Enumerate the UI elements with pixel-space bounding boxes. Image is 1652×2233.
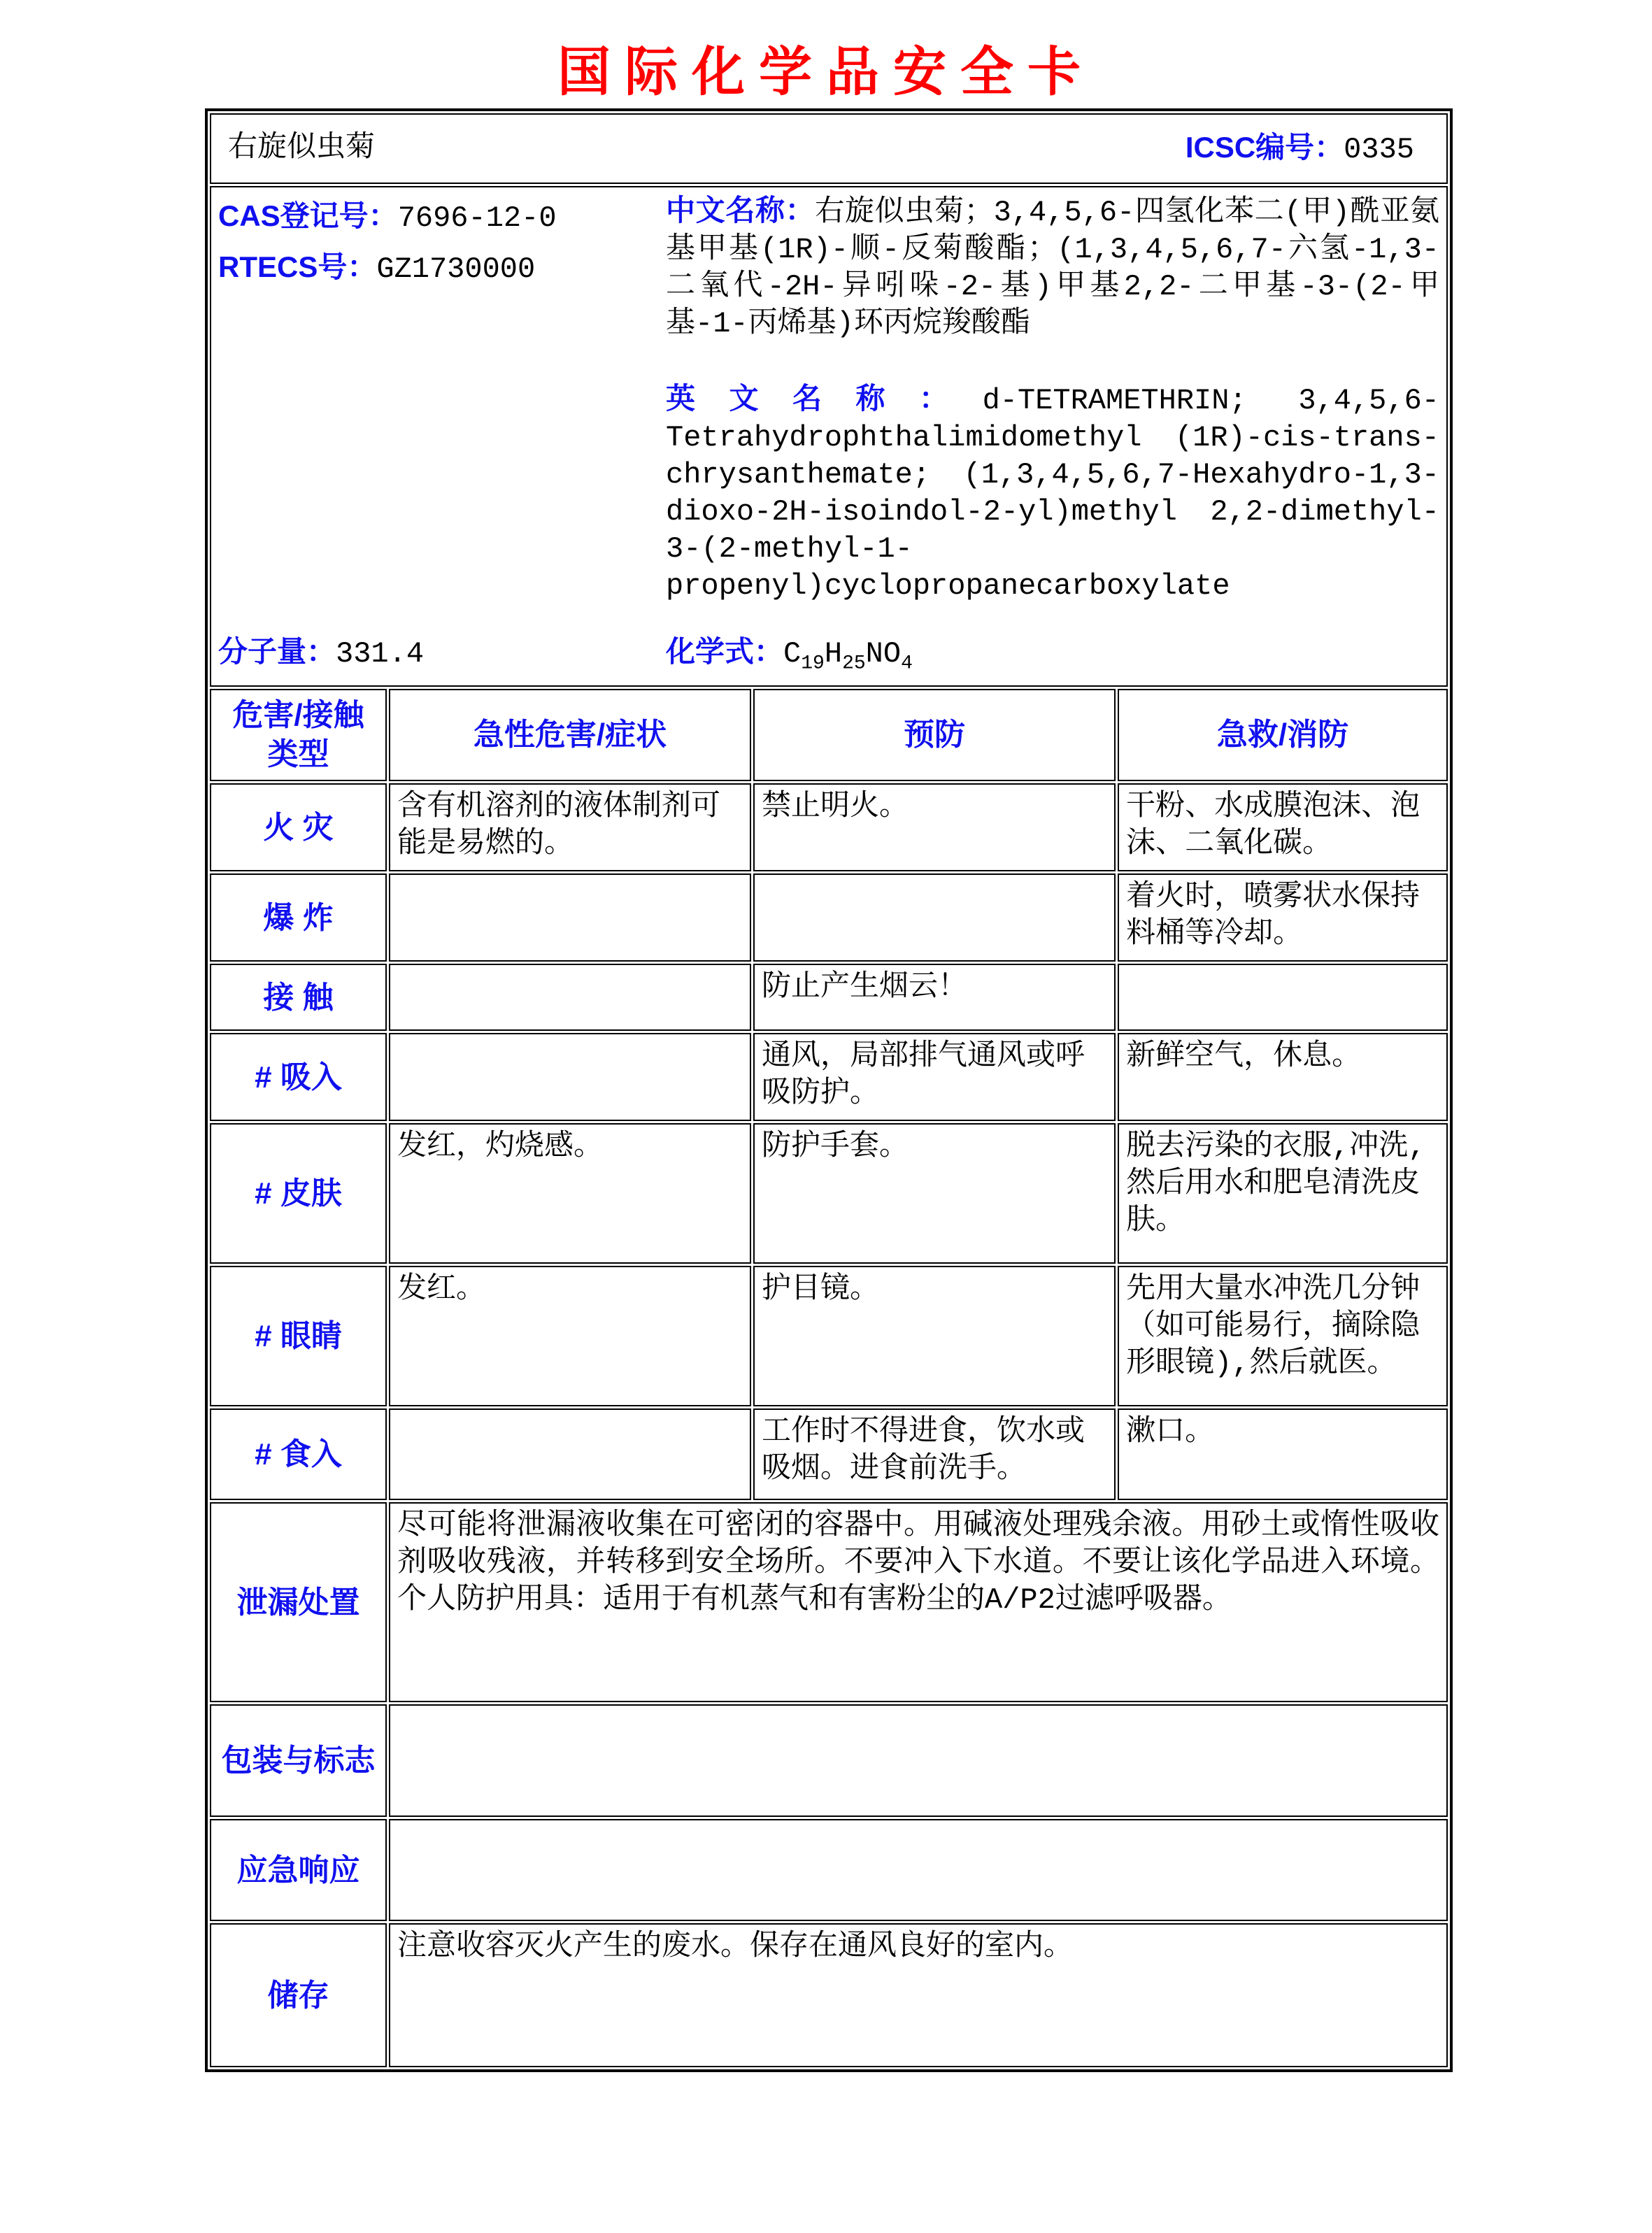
contact-response-cell (1118, 964, 1448, 1031)
fire-type-label: 火 灾 (210, 783, 387, 871)
hazard-row-fire (210, 783, 1448, 871)
molecular-weight-label: 分子量： (218, 635, 336, 668)
ingestion-response-cell: 漱口。 (1118, 1408, 1448, 1500)
eyes-prevention-cell: 护目镜。 (753, 1266, 1116, 1406)
fire-prevention-cell: 禁止明火。 (753, 783, 1116, 871)
icsc-number (1185, 129, 1439, 169)
hazard-table-header-row (210, 689, 1448, 781)
hazard-row-contact (210, 964, 1448, 1031)
molecular-weight-line (218, 633, 666, 673)
english-name-value: d-TETRAMETHRIN; 3,4,5,6-Tetrahydrophthalimidomethyl (1R)-cis-trans-chrysanthemate; (1,3,4,5,6,7-Hexahydro-1,3-dioxo-2H-isoindol-2-yl)methyl 2,2-dimethyl-3-(2-methyl-1-propenyl)cyclopropanecarboxylate (666, 384, 1439, 603)
rtecs-number-line (218, 243, 666, 294)
icsc-card-table (205, 108, 1453, 2072)
eyes-type-label: # 眼睛 (210, 1266, 387, 1406)
english-name-label: 英文名称： (666, 382, 983, 415)
eyes-symptoms-cell: 发红。 (389, 1266, 751, 1406)
substance-header-cell (210, 113, 1448, 184)
eyes-response-cell: 先用大量水冲洗几分钟（如可能易行，摘除隐形眼镜),然后就医。 (1118, 1266, 1448, 1406)
section-row-packaging-labelling (210, 1704, 1448, 1817)
icsc-number-value: 0335 (1344, 133, 1414, 166)
fire-response-cell: 干粉、水成膜泡沫、泡沫、二氧化碳。 (1118, 783, 1448, 871)
emergency-response-content (389, 1819, 1448, 1921)
substance-header-row (210, 113, 1448, 184)
explosion-type-label: 爆 炸 (210, 873, 387, 962)
rtecs-number-label: RTECS号： (218, 250, 377, 283)
header-acute-symptoms: 急性危害/症状 (389, 689, 751, 781)
fire-symptoms-cell: 含有机溶剂的液体制剂可能是易燃的。 (389, 783, 751, 871)
packaging-labelling-content (389, 1704, 1448, 1817)
page-title: 国际化学品安全卡 (557, 43, 1095, 102)
english-name-paragraph (666, 380, 1439, 605)
hazard-row-skin (210, 1123, 1448, 1264)
spill-disposal-label: 泄漏处置 (210, 1502, 387, 1702)
skin-response-cell: 脱去污染的衣服,冲洗,然后用水和肥皂清洗皮肤。 (1118, 1123, 1448, 1264)
inhalation-prevention-cell: 通风，局部排气通风或呼吸防护。 (753, 1033, 1116, 1121)
packaging-labelling-label: 包装与标志 (210, 1704, 387, 1817)
identification-row (210, 186, 1448, 687)
chemical-formula-line (666, 633, 1439, 673)
contact-type-label: 接 触 (210, 964, 387, 1031)
inhalation-type-label: # 吸入 (210, 1033, 387, 1121)
section-row-storage (210, 1923, 1448, 2067)
registry-numbers (218, 192, 666, 294)
cas-number-value: 7696-12-0 (397, 201, 557, 235)
emergency-response-label: 应急响应 (210, 1819, 387, 1921)
explosion-response-cell: 着火时，喷雾状水保持料桶等冷却。 (1118, 873, 1448, 962)
inhalation-response-cell: 新鲜空气，休息。 (1118, 1033, 1448, 1121)
hazard-row-eyes (210, 1266, 1448, 1406)
skin-prevention-cell: 防护手套。 (753, 1123, 1116, 1264)
chemical-names (666, 192, 1439, 605)
ingestion-symptoms-cell (389, 1408, 751, 1500)
spill-disposal-content: 尽可能将泄漏液收集在可密闭的容器中。用碱液处理残余液。用砂土或惰性吸收剂吸收残液，并转移到安全场所。不要冲入下水道。不要让该化学品进入环境。个人防护用具：适用于有机蒸气和有害粉尘的A/P2过滤呼吸器。 (389, 1502, 1448, 1702)
chinese-name-paragraph (666, 192, 1439, 343)
hazard-row-explosion (210, 873, 1448, 962)
icsc-number-label: ICSC编号： (1185, 131, 1344, 164)
header-hazard-type: 危害/接触 类型 (210, 689, 387, 781)
header-prevention: 预防 (753, 689, 1116, 781)
inhalation-symptoms-cell (389, 1033, 751, 1121)
explosion-prevention-cell (753, 873, 1116, 962)
ingestion-type-label: # 食入 (210, 1408, 387, 1500)
chinese-name-label: 中文名称： (666, 194, 816, 227)
cas-number-label: CAS登记号： (218, 199, 398, 232)
chinese-name-value: 右旋似虫菊；3,4,5,6-四氢化苯二(甲)酰亚氨基甲基(1R)-顺-反菊酸酯；(1,3,4,5,6,7-六氢-1,3-二氧代-2H-异吲哚-2-基)甲基2,2-二甲基-3-(2-甲基-1-丙烯基)环丙烷羧酸酯 (666, 196, 1439, 341)
skin-type-label: # 皮肤 (210, 1123, 387, 1264)
chemical-formula-value: $C_{19}H_{25}NO_4$ (783, 637, 913, 675)
chemical-formula-label: 化学式： (666, 635, 784, 668)
hazard-row-inhalation (210, 1033, 1448, 1121)
hazard-row-ingestion (210, 1408, 1448, 1500)
section-row-emergency-response (210, 1819, 1448, 1921)
contact-symptoms-cell (389, 964, 751, 1031)
rtecs-number-value: GZ1730000 (376, 252, 536, 286)
storage-label: 储存 (210, 1923, 387, 2067)
identification-cell (210, 186, 1448, 687)
section-row-spill-disposal (210, 1502, 1448, 1702)
contact-prevention-cell: 防止产生烟云！ (753, 964, 1116, 1031)
molecular-weight-value: 331.4 (336, 637, 425, 671)
skin-symptoms-cell: 发红，灼烧感。 (389, 1123, 751, 1264)
substance-name: 右旋似虫菊 (228, 131, 376, 165)
storage-content: 注意收容灭火产生的废水。保存在通风良好的室内。 (389, 1923, 1448, 2067)
header-first-aid: 急救/消防 (1118, 689, 1448, 781)
ingestion-prevention-cell: 工作时不得进食，饮水或吸烟。进食前洗手。 (753, 1408, 1116, 1500)
explosion-symptoms-cell (389, 873, 751, 962)
cas-number-line (218, 192, 666, 243)
